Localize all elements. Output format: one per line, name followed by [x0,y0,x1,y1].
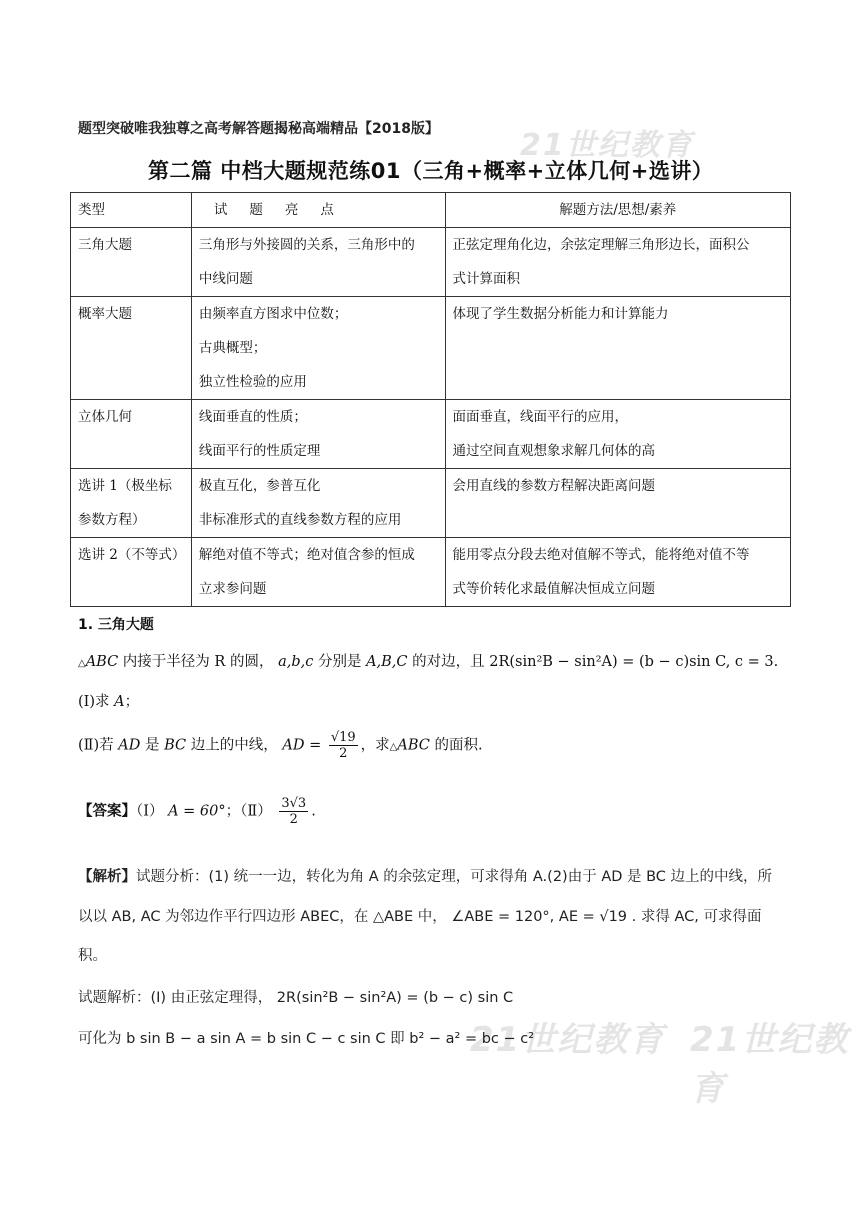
table-cell: 能用零点分段去绝对值解不等式，能将绝对值不等 式等价转化求最值解决恒成立问题 [445,538,790,607]
table-header-cell: 解题方法/思想/素养 [445,193,790,228]
table-cell: 正弦定理角化边，余弦定理解三角形边长，面积公 式计算面积 [445,228,790,297]
fraction: $\frac{3√3}{2}$ [281,796,307,827]
table-cell: 解绝对值不等式；绝对值含参的恒成 立求参问题 [191,538,445,607]
table-row [71,228,791,297]
overview-table [70,192,791,607]
problem-stem: △ABC 内接于半径为 R 的圆， a,b,c 分别是 A,B,C 的对边，且 2R(sin²B − sin²A) = (b − c)sin C, c = 3. [78,654,779,670]
table-cell: 面面垂直，线面平行的应用， 通过空间直观想象求解几何体的高 [445,400,790,469]
watermark: 21世纪教育 [690,1020,850,1109]
table-cell: 会用直线的参数方程解决距离问题 [445,469,790,538]
table-row [71,297,791,400]
table-header-cell: 试题亮点 [191,193,445,228]
table-cell: 体现了学生数据分析能力和计算能力 [445,297,790,400]
table-row [71,538,791,607]
problem-part-2: (Ⅱ)若 AD 是 BC 边上的中线， AD = $\frac{√19}{2}$ ，求△ABC 的面积. [78,730,483,761]
answer: 【答案】（Ⅰ） A = 60°；（Ⅱ） $\frac{3√3}{2}$ . [78,796,316,827]
table-row [71,469,791,538]
analysis-line: 积。 [78,948,107,964]
table-header-cell: 类型 [71,193,192,228]
analysis-line: 试题解析：(Ⅰ) 由正弦定理得， 2R(sin²B − sin²A) = (b − c) sin C [78,990,514,1006]
problem-part-1: (Ⅰ)求 A； [78,694,140,710]
page-title: 第二篇 中档大题规范练01（三角+概率+立体几何+选讲） [148,159,714,183]
table-cell: 立体几何 [71,400,192,469]
table-cell: 线面垂直的性质； 线面平行的性质定理 [191,400,445,469]
table-cell: 极直互化，参普互化 非标准形式的直线参数方程的应用 [191,469,445,538]
table-cell: 由频率直方图求中位数； 古典概型； 独立性检验的应用 [191,297,445,400]
analysis-line: 以以 AB, AC 为邻边作平行四边形 ABEC，在 △ABE 中， ∠ABE = 120°, AE = √19 . 求得 AC, 可求得面 [78,909,762,925]
section-heading: 1. 三角大题 [78,617,154,633]
analysis-line: 可化为 b sin B − a sin A = b sin C − c sin C 即 b² − a² = bc − c² [78,1031,535,1047]
table-row [71,400,791,469]
fraction: $\frac{√19}{2}$ [330,730,356,761]
analysis-line: 【解析】试题分析：(1) 统一一边，转化为角 A 的余弦定理，可求得角 A.(2)由于 AD 是 BC 边上的中线，所 [78,869,773,885]
triangle-icon: △ [78,658,86,669]
watermark: 21世纪教育 [470,1020,666,1060]
table-cell: 概率大题 [71,297,192,400]
triangle-icon: △ [389,741,398,753]
table-cell: 三角形与外接圆的关系，三角形中的 中线问题 [191,228,445,297]
table-cell: 三角大题 [71,228,192,297]
table-cell: 选讲 1（极坐标 参数方程） [71,469,192,538]
page-header: 题型突破唯我独尊之高考解答题揭秘高端精品【2018版】 [78,121,439,137]
table-cell: 选讲 2（不等式） [71,538,192,607]
table-header-row [71,193,791,228]
watermark: 21世纪教育 [520,128,694,163]
